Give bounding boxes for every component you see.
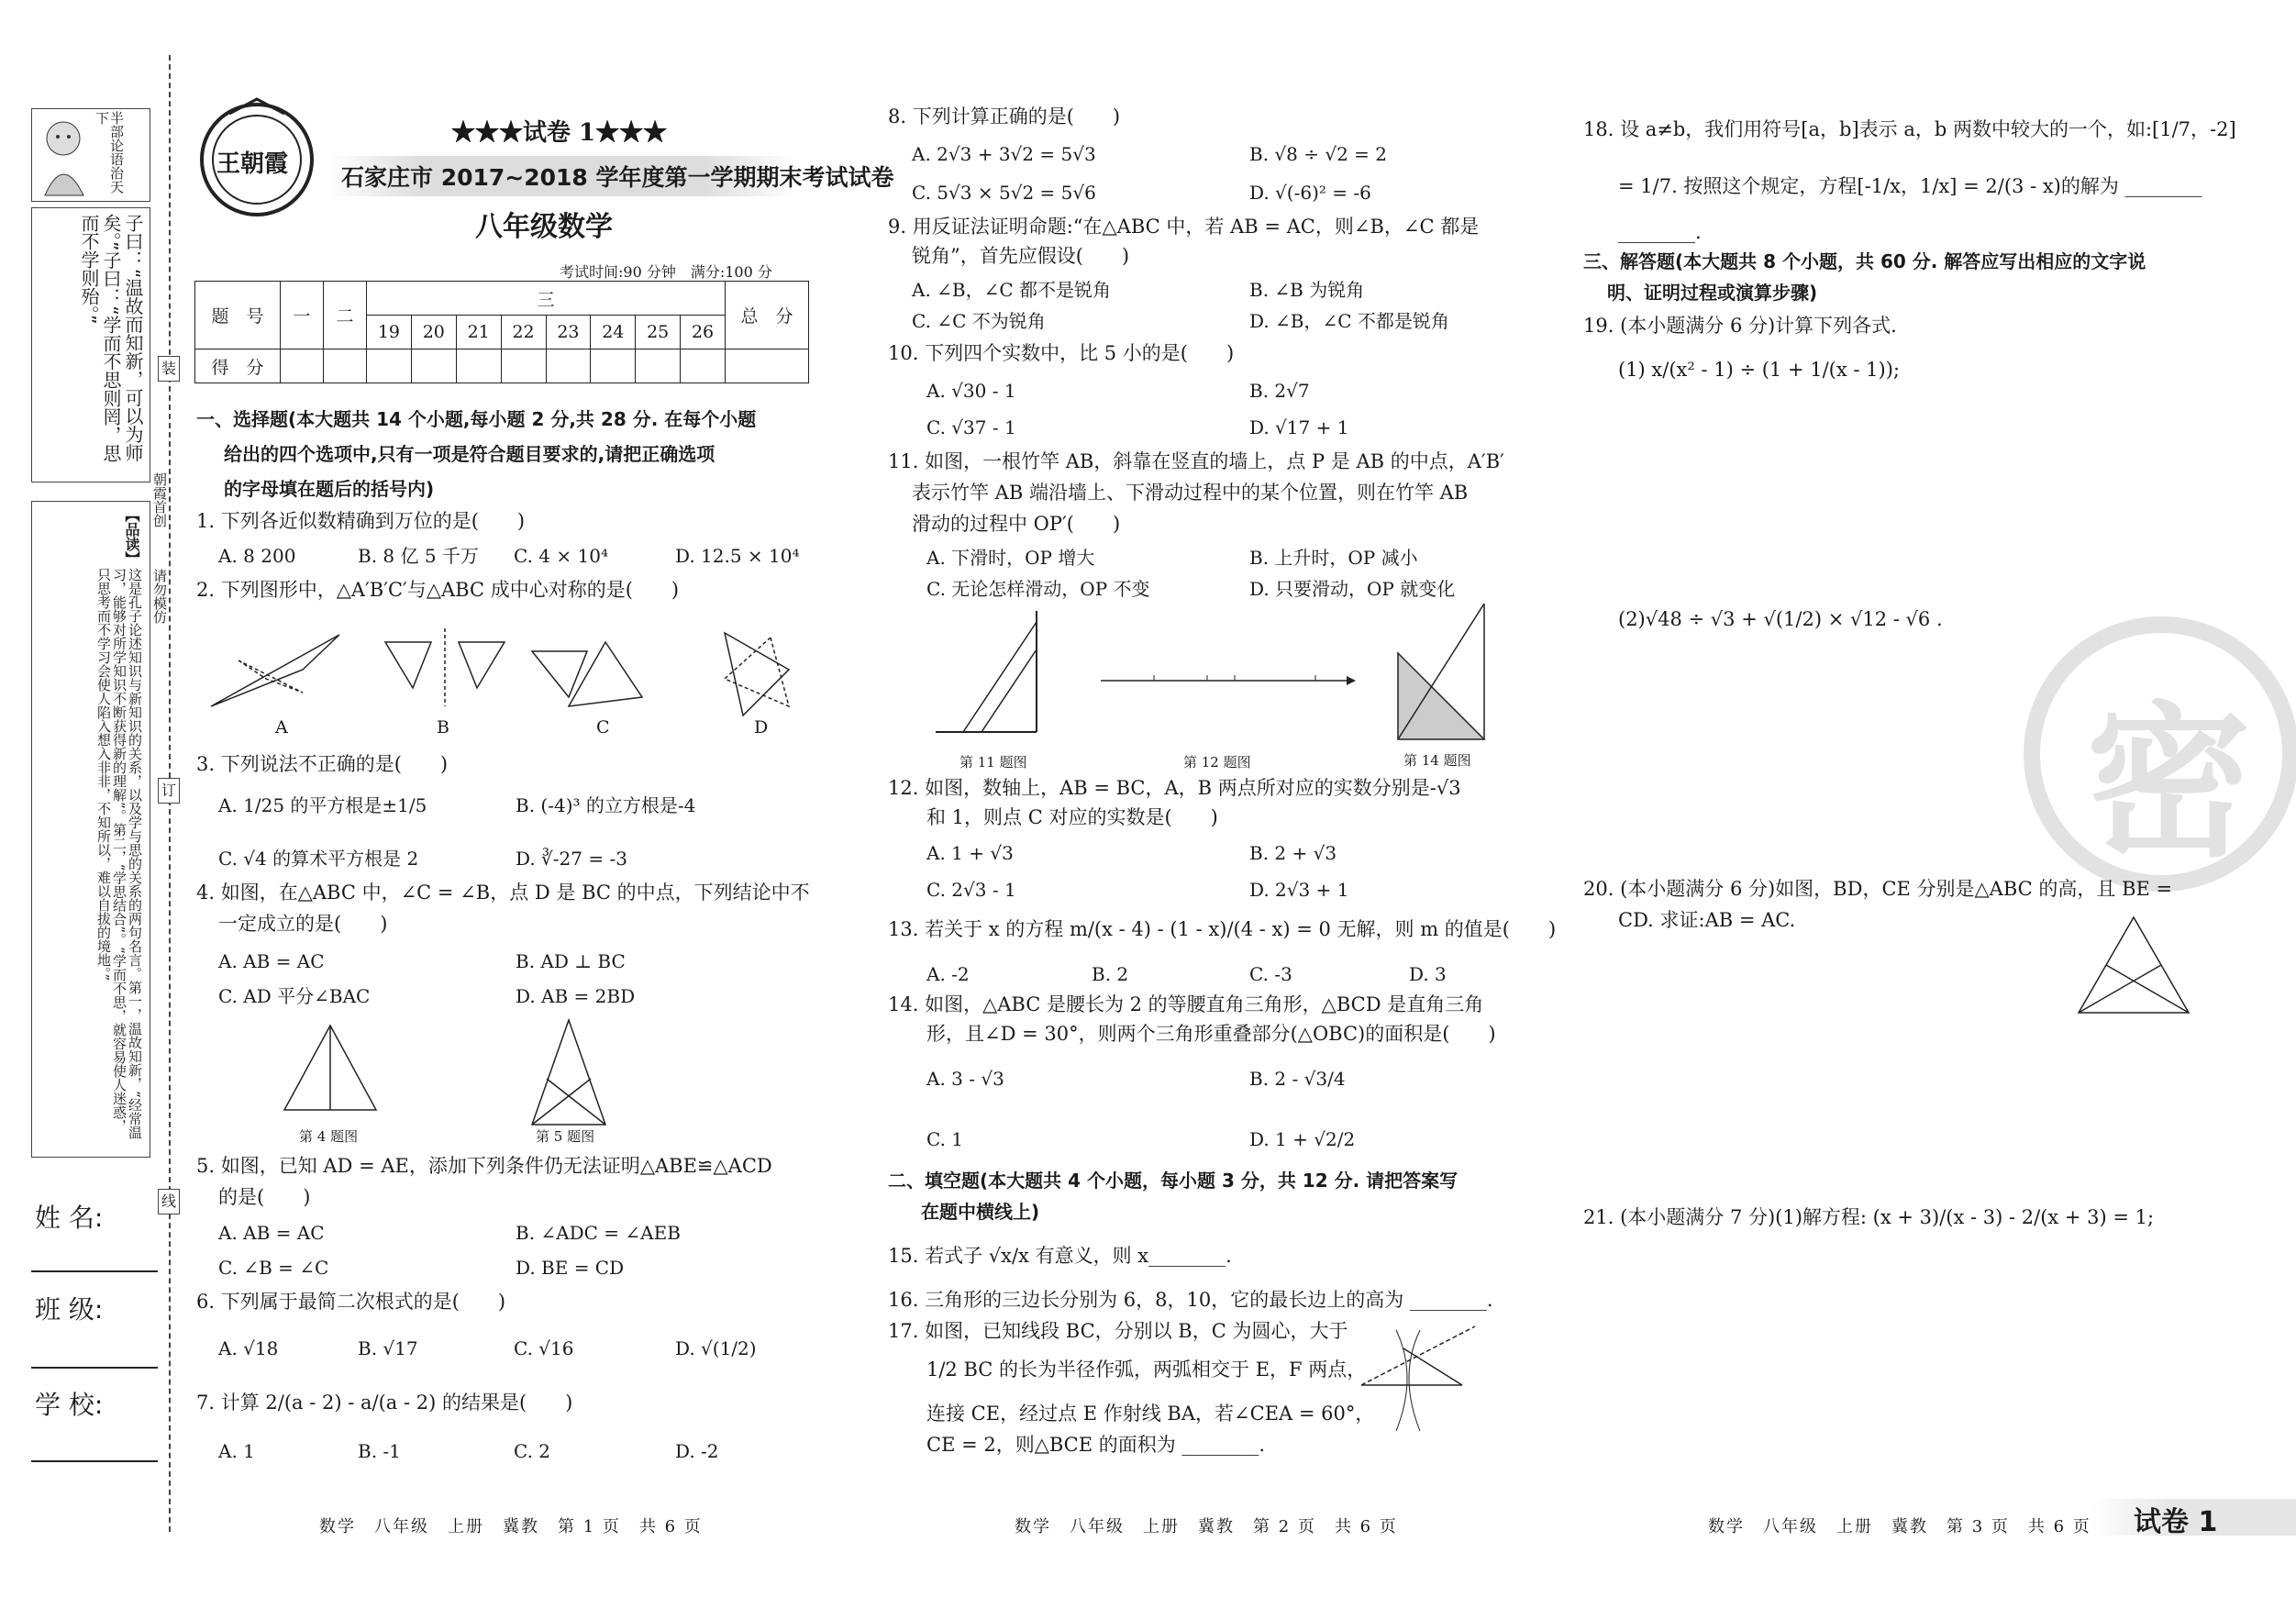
q3-option-c: C. √4 的算术平方根是 2 <box>218 848 419 870</box>
q6-option-b: B. √17 <box>358 1337 418 1359</box>
score-cell[interactable] <box>367 349 412 383</box>
q13-option-a: A. -2 <box>926 963 970 985</box>
q2-label-c: C <box>596 717 610 738</box>
q5-figure <box>523 1015 624 1134</box>
school-label: 学 校: <box>35 1390 104 1420</box>
q4-stem-2: 一定成立的是( ) <box>218 913 388 935</box>
paper-label: ★★★试卷 1★★★ <box>451 119 668 147</box>
score-num: 24 <box>591 316 636 349</box>
footer-page-2: 数学 八年级 上册 冀教 第 2 页 共 6 页 <box>1015 1517 1398 1536</box>
score-table <box>194 281 809 383</box>
q18-stem-2: = 1/7. 按照这个规定，方程[-1/x，1/x] = 2/(3 - x)的解为 ________ <box>1618 175 2202 197</box>
q12-option-b: B. 2 + √3 <box>1249 842 1337 864</box>
score-col-three: 三 <box>367 282 726 316</box>
q9-option-b: B. ∠B 为锐角 <box>1249 279 1365 301</box>
q17-stem-2: 1/2 BC 的长为半径作弧，两弧相交于 E，F 两点， <box>926 1359 1367 1381</box>
score-cell[interactable] <box>636 349 681 383</box>
section1-heading: 一、选择题(本大题共 14 个小题,每小题 2 分,共 28 分. 在每个小题 <box>196 408 757 430</box>
score-num: 25 <box>636 316 681 349</box>
q20-figure <box>2069 912 2198 1022</box>
class-field[interactable] <box>31 1367 158 1369</box>
section2-heading: 二、填空题(本大题共 4 个小题，每小题 3 分，共 12 分. 请把答案写 <box>888 1170 1459 1192</box>
q4-option-a: A. AB = AC <box>218 950 325 972</box>
q2-label-a: A <box>275 717 288 738</box>
q17-stem-3: 连接 CE，经过点 E 作射线 BA，若∠CEA = 60°， <box>926 1403 1375 1425</box>
q13-option-c: C. -3 <box>1249 963 1292 985</box>
q1-option-b: B. 8 亿 5 千万 <box>358 545 479 567</box>
binding-mark-3: 线 <box>158 1189 180 1214</box>
q12-number-line <box>1099 668 1356 704</box>
q10-option-d: D. √17 + 1 <box>1249 416 1349 438</box>
sidebar <box>31 108 158 1163</box>
name-label: 姓 名: <box>35 1203 104 1233</box>
q4-figure <box>275 1018 394 1119</box>
score-cell[interactable] <box>456 349 501 383</box>
score-cell[interactable] <box>681 349 726 383</box>
q2-label-d: D <box>754 717 769 738</box>
q11-option-a: A. 下滑时，OP 增大 <box>926 547 1095 569</box>
score-row2-label: 得 分 <box>195 349 281 383</box>
q5-stem-2: 的是( ) <box>218 1186 311 1208</box>
score-cell[interactable] <box>324 349 367 383</box>
q13-stem: 13. 若关于 x 的方程 m/(x - 4) - (1 - x)/(4 - x) = 0 无解，则 m 的值是( ) <box>888 918 1557 940</box>
q13-option-d: D. 3 <box>1409 963 1447 985</box>
q9-option-c: C. ∠C 不为锐角 <box>912 310 1046 332</box>
q18-stem: 18. 设 a≠b，我们用符号[a，b]表示 a，b 两数中较大的一个，如:[1/7，-2] <box>1583 118 2236 140</box>
q17-figure <box>1356 1321 1484 1440</box>
q17-stem: 17. 如图，已知线段 BC，分别以 B，C 为圆心，大于 <box>888 1320 1348 1342</box>
section1-heading-3: 的字母填在题后的括号内) <box>224 478 435 500</box>
q8-option-a: A. 2√3 + 3√2 = 5√3 <box>912 143 1096 165</box>
q1-option-c: C. 4 × 10⁴ <box>514 545 608 567</box>
q21-stem: 21. (本小题满分 7 分)(1)解方程: (x + 3)/(x - 3) - 2/(x + 3) = 1; <box>1583 1206 2155 1228</box>
logo-text: 王朝霞 <box>216 150 289 178</box>
score-col-two: 二 <box>324 282 367 349</box>
q10-option-a: A. √30 - 1 <box>926 380 1016 402</box>
score-cell[interactable] <box>546 349 591 383</box>
q5-stem: 5. 如图，已知 AD = AE，添加下列条件仍无法证明△ABE≌△ACD <box>196 1155 772 1177</box>
sidebar-quote-box <box>31 207 150 482</box>
score-cell[interactable] <box>591 349 636 383</box>
q12-option-c: C. 2√3 - 1 <box>926 879 1016 901</box>
q4-option-b: B. AD ⊥ BC <box>516 950 626 972</box>
q2-fig-c <box>532 642 642 706</box>
q5-option-d: D. BE = CD <box>516 1257 625 1279</box>
q11-figure-caption: 第 11 题图 <box>959 754 1027 771</box>
q6-option-c: C. √16 <box>514 1337 574 1359</box>
q14-option-d: D. 1 + √2/2 <box>1249 1128 1356 1150</box>
q5-option-a: A. AB = AC <box>218 1222 325 1244</box>
score-num: 21 <box>456 316 501 349</box>
footer-page-1: 数学 八年级 上册 冀教 第 1 页 共 6 页 <box>319 1517 703 1536</box>
q5-figure-caption: 第 5 题图 <box>536 1128 595 1145</box>
q4-stem: 4. 如图，在△ABC 中，∠C = ∠B，点 D 是 BC 的中点，下列结论中不 <box>196 882 810 904</box>
footer-page-3: 数学 八年级 上册 冀教 第 3 页 共 6 页 <box>1708 1517 2091 1536</box>
fold-text-1: 朝霞首创 <box>151 472 168 527</box>
q9-stem: 9. 用反证法证明命题:“在△ABC 中，若 AB = AC，则∠B，∠C 都是 <box>888 216 1480 238</box>
q14-option-c: C. 1 <box>926 1128 964 1150</box>
q6-option-a: A. √18 <box>218 1337 279 1359</box>
q14-option-b: B. 2 - √3/4 <box>1249 1068 1346 1090</box>
q4-figure-caption: 第 4 题图 <box>299 1128 359 1145</box>
q19-stem: 19. (本小题满分 6 分)计算下列各式. <box>1583 315 1897 337</box>
sidebar-pindu-box <box>31 501 150 1158</box>
q20-stem: 20. (本小题满分 6 分)如图，BD，CE 分别是△ABC 的高，且 BE = <box>1583 878 2173 900</box>
logo <box>193 94 321 222</box>
q3-stem: 3. 下列说法不正确的是( ) <box>196 753 449 775</box>
score-num: 20 <box>411 316 456 349</box>
pindu-text: 这是孔子论述知识与新知识的关系，以及学与思的关系的两句名言。第一，温故知新，“经常温习，能够对所学知识不断获得新的理解”。第二，“学思结合”。“学而不思，就容易使人迷惑，只思考而不学习会使人陷入想入非非，不知所以，难以自拔的境地。” <box>95 568 143 1139</box>
q2-label-b: B <box>437 717 449 738</box>
q15-stem: 15. 若式子 √x/x 有意义，则 x________. <box>888 1245 1232 1267</box>
q12-stem: 12. 如图，数轴上，AB = BC，A，B 两点所对应的实数分别是-√3 <box>888 777 1461 799</box>
q14-figure <box>1383 596 1503 747</box>
q5-option-b: B. ∠ADC = ∠AEB <box>516 1222 681 1244</box>
subject-title: 八年级数学 <box>475 211 613 243</box>
q2-fig-d <box>725 633 789 715</box>
score-num: 22 <box>501 316 546 349</box>
q12-option-a: A. 1 + √3 <box>926 842 1014 864</box>
score-cell[interactable] <box>411 349 456 383</box>
q11-figure <box>926 604 1064 741</box>
q17-stem-4: CE = 2，则△BCE 的面积为 ________. <box>926 1434 1266 1456</box>
q5-option-c: C. ∠B = ∠C <box>218 1257 329 1279</box>
watermark-seal <box>2024 616 2296 892</box>
q1-option-a: A. 8 200 <box>218 545 296 567</box>
binding-mark-1: 装 <box>158 356 180 382</box>
q3-option-d: D. ∛-27 = -3 <box>516 848 627 870</box>
score-col-one: 一 <box>281 282 324 349</box>
watermark-text: 密 <box>2086 686 2252 880</box>
q7-option-b: B. -1 <box>358 1440 401 1462</box>
q16-stem: 16. 三角形的三边长分别为 6，8，10，它的最长边上的高为 ________. <box>888 1289 1493 1311</box>
name-field[interactable] <box>31 1270 158 1272</box>
fold-text-2: 请勿模仿 <box>151 569 168 624</box>
q8-option-d: D. √(-6)² = -6 <box>1249 182 1371 204</box>
q14-stem: 14. 如图，△ABC 是腰长为 2 的等腰直角三角形，△BCD 是直角三角 <box>888 993 1484 1015</box>
score-num: 26 <box>681 316 726 349</box>
q9-option-d: D. ∠B，∠C 不都是锐角 <box>1249 310 1449 332</box>
q8-stem: 8. 下列计算正确的是( ) <box>888 105 1121 128</box>
score-cell[interactable] <box>501 349 546 383</box>
score-num: 23 <box>546 316 591 349</box>
q10-stem: 10. 下列四个实数中，比 5 小的是( ) <box>888 342 1235 364</box>
sidebar-badge: 半部论语治天下 <box>94 111 125 194</box>
q7-option-a: A. 1 <box>218 1440 255 1462</box>
q14-stem-2: 形，且∠D = 30°，则两个三角形重叠部分(△OBC)的面积是( ) <box>926 1023 1496 1045</box>
q2-stem: 2. 下列图形中，△A′B′C′与△ABC 成中心对称的是( ) <box>196 579 680 601</box>
binding-mark-2: 订 <box>158 778 180 804</box>
q11-option-d: D. 只要滑动，OP 就变化 <box>1249 578 1456 600</box>
q8-option-c: C. 5√3 × 5√2 = 5√6 <box>912 182 1096 204</box>
q18-stem-3: ________. <box>1618 221 1702 243</box>
q9-option-a: A. ∠B，∠C 都不是锐角 <box>912 279 1112 301</box>
section2-heading-2: 在题中横线上) <box>921 1201 1040 1223</box>
q11-option-b: B. 上升时，OP 减小 <box>1249 547 1418 569</box>
q10-option-c: C. √37 - 1 <box>926 416 1016 438</box>
q4-option-c: C. AD 平分∠BAC <box>218 985 371 1007</box>
q13-option-b: B. 2 <box>1092 963 1129 985</box>
q6-option-d: D. √(1/2) <box>675 1337 757 1359</box>
cartoon-confucius-icon <box>36 116 100 195</box>
school-field[interactable] <box>31 1460 158 1462</box>
q1-stem: 1. 下列各近似数精确到万位的是( ) <box>196 510 526 532</box>
q2-figures <box>202 624 807 725</box>
q14-figure-caption: 第 14 题图 <box>1403 752 1471 769</box>
pindu-label: 【品读】 <box>123 507 140 566</box>
q12-option-d: D. 2√3 + 1 <box>1249 879 1349 901</box>
q3-option-b: B. (-4)³ 的立方根是-4 <box>516 794 696 816</box>
q11-stem-3: 滑动的过程中 OP′( ) <box>912 513 1121 535</box>
sidebar-quote: 子曰：“温故而知新，可以为师矣。”子曰：“学而不思则罔，思而不学则殆。” <box>78 214 144 462</box>
q14-option-a: A. 3 - √3 <box>926 1068 1004 1090</box>
section3-heading: 三、解答题(本大题共 8 个小题，共 60 分. 解答应写出相应的文字说 <box>1583 250 2146 272</box>
q7-option-d: D. -2 <box>675 1440 719 1462</box>
sidebar-top-box <box>31 108 150 202</box>
q11-option-c: C. 无论怎样滑动，OP 不变 <box>926 578 1150 600</box>
score-col-total: 总 分 <box>726 282 809 349</box>
q3-option-a: A. 1/25 的平方根是±1/5 <box>218 794 427 816</box>
q11-stem-2: 表示竹竿 AB 端沿墙上、下滑动过程中的某个位置，则在竹竿 AB <box>912 482 1469 504</box>
q12-stem-2: 和 1，则点 C 对应的实数是( ) <box>926 806 1218 828</box>
q2-fig-b <box>385 628 505 706</box>
q12-figure-caption: 第 12 题图 <box>1183 754 1251 771</box>
q19-part-2: (2)√48 ÷ √3 + √(1/2) × √12 - √6 . <box>1618 608 1943 630</box>
score-num: 19 <box>367 316 412 349</box>
q8-option-b: B. √8 ÷ √2 = 2 <box>1249 143 1388 165</box>
class-label: 班 级: <box>35 1294 104 1325</box>
score-cell[interactable] <box>726 349 809 383</box>
score-row1-label: 题 号 <box>195 282 281 349</box>
q10-option-b: B. 2√7 <box>1249 380 1310 402</box>
q4-option-d: D. AB = 2BD <box>516 985 636 1007</box>
footer-tag: 试卷 1 <box>2134 1506 2218 1538</box>
q19-part-1: (1) x/(x² - 1) ÷ (1 + 1/(x - 1)); <box>1618 359 1900 381</box>
section3-heading-2: 明、证明过程或演算步骤) <box>1607 282 1818 304</box>
exam-title: 石家庄市 2017~2018 学年度第一学期期末考试试卷 <box>341 164 894 191</box>
q1-option-d: D. 12.5 × 10⁴ <box>675 545 800 567</box>
q7-option-c: C. 2 <box>514 1440 551 1462</box>
q7-stem: 7. 计算 2/(a - 2) - a/(a - 2) 的结果是( ) <box>196 1392 573 1414</box>
q11-stem: 11. 如图，一根竹竿 AB，斜靠在竖直的墙上，点 P 是 AB 的中点，A′B′ <box>888 450 1504 472</box>
q2-fig-a <box>211 635 339 706</box>
section1-heading-2: 给出的四个选项中,只有一项是符合题目要求的,请把正确选项 <box>224 443 715 465</box>
q9-stem-2: 锐角”，首先应假设( ) <box>912 245 1130 267</box>
exam-info: 考试时间:90 分钟 满分:100 分 <box>560 263 772 281</box>
q6-stem: 6. 下列属于最简二次根式的是( ) <box>196 1291 506 1313</box>
q20-stem-2: CD. 求证:AB = AC. <box>1618 909 1796 931</box>
score-cell[interactable] <box>281 349 324 383</box>
